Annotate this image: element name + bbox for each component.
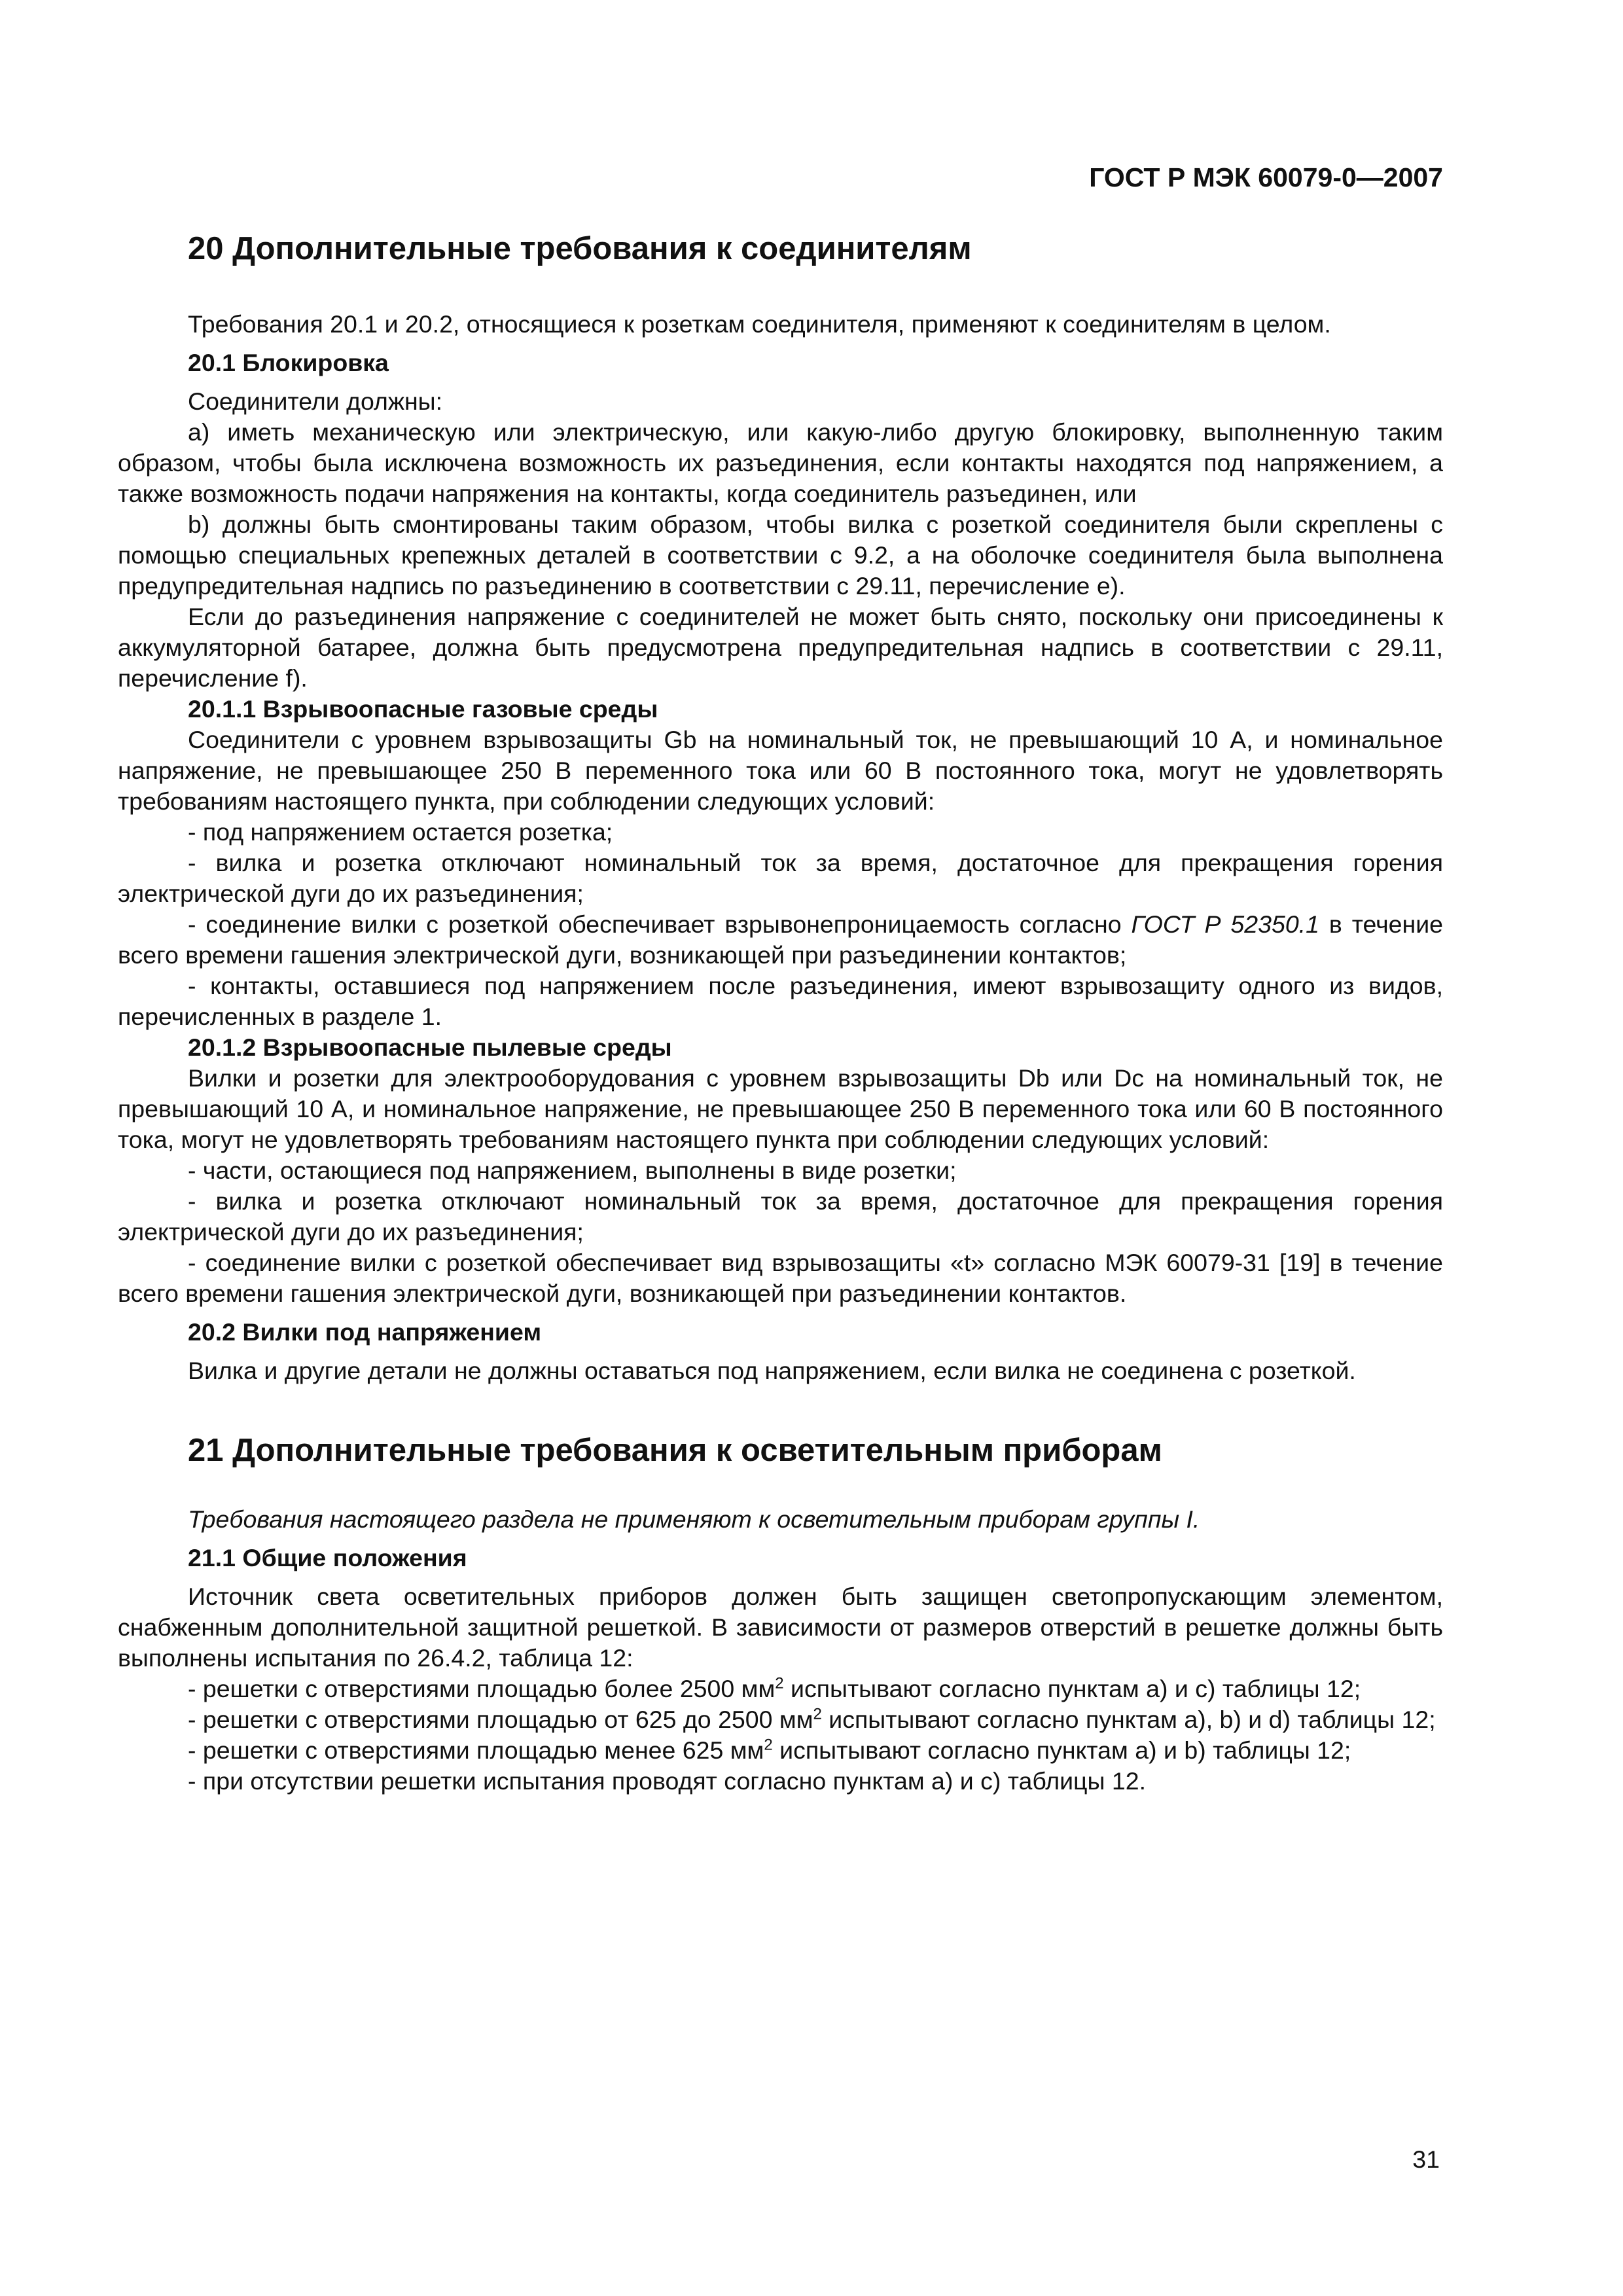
list-item [118,1735,1443,1766]
subsection-20-1-2-title: 20.1.2 Взрывоопасные пылевые среды [188,1033,672,1061]
list-item-text: испытывают согласно пунктам a), b) и d) таблицы 12; [821,1706,1436,1733]
paragraph: Если до разъединения напряжение с соединителей не может быть снято, поскольку они присоединены к аккумуляторной батарее, должна быть предусмотрена предупредительная надпись в соответствии с 29.11, перечисление f). [118,603,1443,692]
subsection-20-2-title: 20.2 Вилки под напряжением [188,1318,542,1346]
section-21-title: 21 Дополнительные требования к осветительным приборам [188,1433,1162,1468]
paragraph: Соединители должны: [188,387,443,415]
list-item-text: в течение всего времени гашения электрической дуги, возникающей при разъединении контактов; [118,910,1443,969]
subsection-21-1-title: 21.1 Общие положения [188,1544,467,1571]
list-item-text: - соединение вилки с розеткой обеспечивает взрывонепроницаемость согласно [188,910,1132,938]
list-item-text: испытывают согласно пунктам a) и c) таблицы 12; [783,1675,1361,1702]
subsection-20-1-1-title: 20.1.1 Взрывоопасные газовые среды [188,695,658,723]
superscript: 2 [775,1674,784,1693]
section-21-intro: Требования настоящего раздела не применяют к осветительным приборам группы I. [188,1505,1200,1533]
page-number: 31 [1412,2145,1440,2173]
paragraph: Вилки и розетки для электрооборудования с уровнем взрывозащиты Db или Dc на номинальный ток, не превышающий 10 А, и номинальное напряжение, не превышающее 250 В переменного тока или 60 В постоянного тока, могут не удовлетворять требованиям настоящего пункта при соблюдении следующих условий: [118,1064,1443,1153]
list-item-text: - решетки с отверстиями площадью более 2500 мм [188,1675,776,1702]
list-item: - вилка и розетка отключают номинальный ток за время, достаточное для прекращения горения электрической дуги до их разъединения; [118,849,1443,907]
list-item: - соединение вилки с розеткой обеспечивает вид взрывозащиты «t» согласно МЭК 60079-31 [19] в течение всего времени гашения электрической дуги, возникающей при разъединении контактов. [118,1249,1443,1307]
superscript: 2 [764,1736,773,1754]
list-item: - контакты, оставшиеся под напряжением после разъединения, имеют взрывозащиту одного из видов, перечисленных в разделе 1. [118,972,1443,1030]
list-item-text: испытывают согласно пунктам a) и b) таблицы 12; [772,1736,1351,1764]
list-item-text: - решетки с отверстиями площадью от 625 до 2500 мм [188,1706,813,1733]
standard-header: ГОСТ Р МЭК 60079-0—2007 [1089,162,1443,192]
list-item: - при отсутствии решетки испытания проводят согласно пунктам a) и c) таблицы 12. [188,1767,1147,1795]
list-item [118,1674,1443,1704]
list-item [118,909,1443,971]
list-item: - под напряжением остается розетка; [188,818,613,846]
page-content [118,229,1443,1797]
paragraph: b) должны быть смонтированы таким образом, чтобы вилка с розеткой соединителя были скреплены с помощью специальных крепежных деталей в соответствии с 9.2, а на оболочке соединителя была выполнена предупредительная надпись по разъединению в соответствии с 29.11, перечисление e). [118,511,1443,600]
paragraph: Источник света осветительных приборов должен быть защищен светопропускающим элементом, снабженным дополнительной защитной решеткой. В зависимости от размеров отверстий в решетке должны быть выполнены испытания по 26.4.2, таблица 12: [118,1583,1443,1672]
list-item [118,1704,1443,1735]
section-20-intro: Требования 20.1 и 20.2, относящиеся к розеткам соединителя, применяют к соединителям в целом. [188,310,1331,338]
superscript: 2 [813,1705,822,1723]
list-item: - части, остающиеся под напряжением, выполнены в виде розетки; [188,1157,957,1184]
paragraph: Вилка и другие детали не должны оставаться под напряжением, если вилка не соединена с розеткой. [188,1357,1356,1384]
paragraph: a) иметь механическую или электрическую, или какую-либо другую блокировку, выполненную таким образом, чтобы была исключена возможность их разъединения, если контакты находятся под напряжением, а также возможность подачи напряжения на контакты, когда соединитель разъединен, или [118,418,1443,507]
section-20-title: 20 Дополнительные требования к соединителям [188,231,972,266]
list-item: - вилка и розетка отключают номинальный ток за время, достаточное для прекращения горения электрической дуги до их разъединения; [118,1187,1443,1246]
standard-reference: ГОСТ Р 52350.1 [1131,910,1319,938]
list-item-text: - решетки с отверстиями площадью менее 625 мм [188,1736,764,1764]
paragraph: Соединители с уровнем взрывозащиты Gb на номинальный ток, не превышающий 10 А, и номинальное напряжение, не превышающее 250 В переменного тока или 60 В постоянного тока, могут не удовлетворять требованиям настоящего пункта, при соблюдении следующих условий: [118,726,1443,815]
subsection-20-1-title: 20.1 Блокировка [188,349,389,376]
